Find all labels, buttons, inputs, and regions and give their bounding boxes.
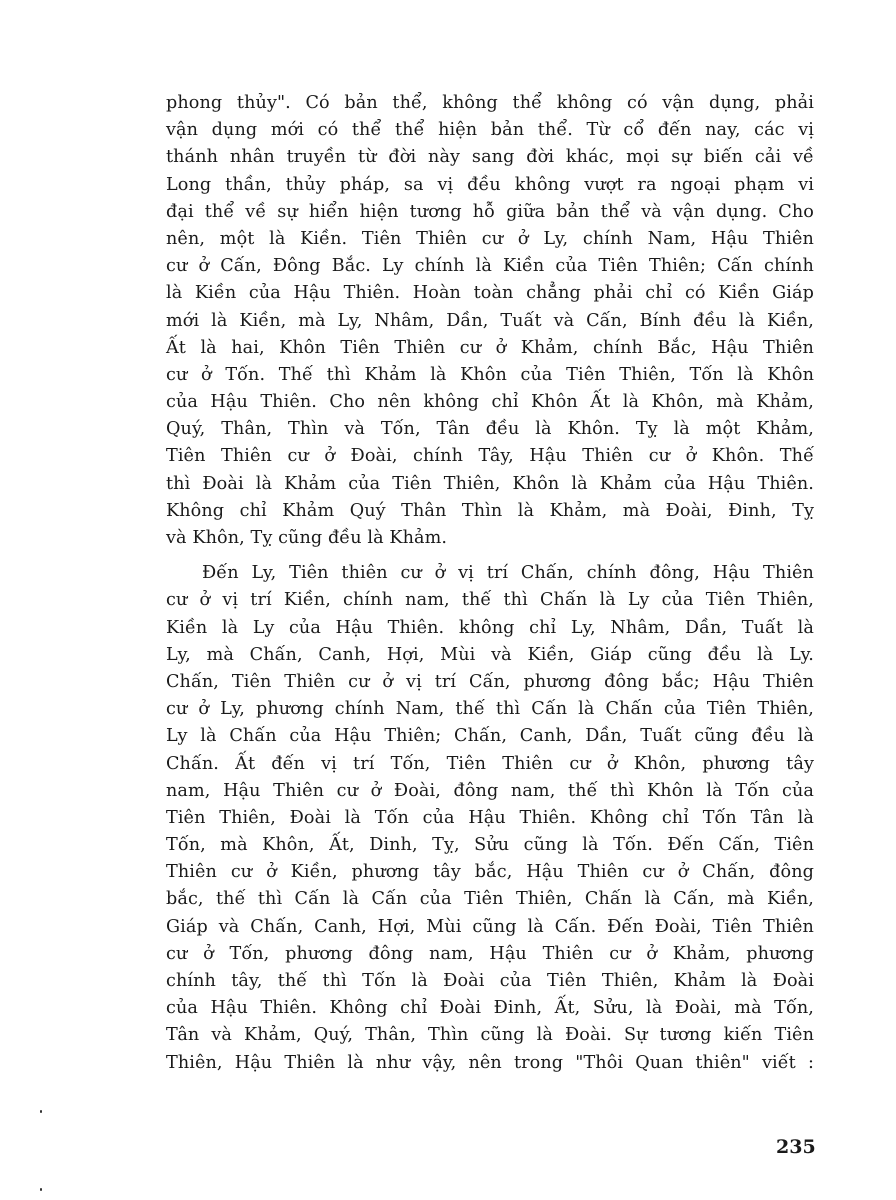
text-line: Ất là hai, Khôn Tiên Thiên cư ở Khảm, chính Bắc, Hậu Thiên <box>166 337 814 358</box>
text-line: Kiền là Ly của Hậu Thiên. không chỉ Ly, Nhâm, Dần, Tuất là <box>166 617 814 638</box>
scan-speck <box>40 1110 42 1113</box>
page-number: 235 <box>776 1136 816 1158</box>
text-line: cư ở vị trí Kiền, chính nam, thế thì Chấn là Ly của Tiên Thiên, <box>166 590 814 611</box>
text-line: Chấn. Ất đến vị trí Tốn, Tiên Thiên cư ở Khôn, phương tây <box>166 753 814 774</box>
text-line: và Khôn, Tỵ cũng đều là Khảm. <box>166 528 448 548</box>
text-line: đại thể về sự hiển hiện tương hỗ giữa bản thể và vận dụng. Cho <box>166 201 814 222</box>
text-line: Tiên Thiên cư ở Đoài, chính Tây, Hậu Thiên cư ở Khôn. Thế <box>166 446 814 467</box>
text-line: chính tây, thế thì Tốn là Đoài của Tiên Thiên, Khảm là Đoài <box>166 971 814 991</box>
text-line: Tân và Khảm, Quý, Thân, Thìn cũng là Đoài. Sự tương kiến Tiên <box>166 1025 814 1046</box>
text-line: bắc, thế thì Cấn là Cấn của Tiên Thiên, Chấn là Cấn, mà Kiền, <box>166 889 814 910</box>
scan-speck <box>40 1188 42 1191</box>
text-line: là Kiền của Hậu Thiên. Hoàn toàn chẳng phải chỉ có Kiền Giáp <box>166 283 814 304</box>
text-line: thánh nhân truyền từ đời này sang đời khác, mọi sự biến cải về <box>166 147 814 168</box>
paragraph-gap <box>166 552 814 560</box>
text-line: Thiên cư ở Kiền, phương tây bắc, Hậu Thiên cư ở Chấn, đông <box>166 862 814 883</box>
text-line: mới là Kiền, mà Ly, Nhâm, Dần, Tuất và Cấn, Bính đều là Kiền, <box>166 310 814 331</box>
text-line: của Hậu Thiên. Cho nên không chỉ Khôn Ất là Khôn, mà Khảm, <box>166 392 814 413</box>
text-line: vận dụng mới có thể thể hiện bản thể. Từ cổ đến nay, các vị <box>166 120 814 141</box>
text-line: nam, Hậu Thiên cư ở Đoài, đông nam, thế thì Khôn là Tốn của <box>166 780 814 801</box>
paragraph-1 <box>166 90 814 552</box>
text-line: Giáp và Chấn, Canh, Hợi, Mùi cũng là Cấn. Đến Đoài, Tiên Thiên <box>166 916 814 937</box>
text-line: phong thủy". Có bản thể, không thể không có vận dụng, phải <box>166 93 814 113</box>
text-line: Không chỉ Khảm Quý Thân Thìn là Khảm, mà Đoài, Đinh, Tỵ <box>166 500 814 521</box>
text-line: Tốn, mà Khôn, Ất, Dinh, Tỵ, Sửu cũng là Tốn. Đến Cấn, Tiên <box>166 835 814 856</box>
text-line: Ly là Chấn của Hậu Thiên; Chấn, Canh, Dần, Tuất cũng đều là <box>166 726 814 747</box>
paragraph-2 <box>166 560 814 1077</box>
text-line: cư ở Cấn, Đông Bắc. Ly chính là Kiền của Tiên Thiên; Cấn chính <box>166 256 814 277</box>
text-line: Thiên, Hậu Thiên là như vậy, nên trong "Thôi Quan thiên" viết : <box>166 1052 814 1073</box>
text-line: Đến Ly, Tiên thiên cư ở vị trí Chấn, chính đông, Hậu Thiên <box>202 563 814 584</box>
text-line: của Hậu Thiên. Không chỉ Đoài Đinh, Ất, Sửu, là Đoài, mà Tốn, <box>166 998 814 1019</box>
text-line: Tiên Thiên, Đoài là Tốn của Hậu Thiên. Không chỉ Tốn Tân là <box>166 807 814 828</box>
text-line: thì Đoài là Khảm của Tiên Thiên, Khôn là Khảm của Hậu Thiên. <box>166 473 814 494</box>
text-line: Long thần, thủy pháp, sa vị đều không vượt ra ngoại phạm vi <box>166 174 814 195</box>
text-line: nên, một là Kiền. Tiên Thiên cư ở Ly, chính Nam, Hậu Thiên <box>166 228 814 249</box>
text-line: cư ở Ly, phương chính Nam, thế thì Cấn là Chấn của Tiên Thiên, <box>166 699 814 720</box>
text-line: Chấn, Tiên Thiên cư ở vị trí Cấn, phương đông bắc; Hậu Thiên <box>166 671 814 692</box>
book-page-text <box>166 90 814 1077</box>
text-line: cư ở Tốn, phương đông nam, Hậu Thiên cư ở Khảm, phương <box>166 943 814 964</box>
text-line: Quý, Thân, Thìn và Tốn, Tân đều là Khôn. Tỵ là một Khảm, <box>166 419 814 440</box>
text-line: Ly, mà Chấn, Canh, Hợi, Mùi và Kiền, Giáp cũng đều là Ly. <box>166 644 814 665</box>
text-line: cư ở Tốn. Thế thì Khảm là Khôn của Tiên Thiên, Tốn là Khôn <box>166 364 814 385</box>
